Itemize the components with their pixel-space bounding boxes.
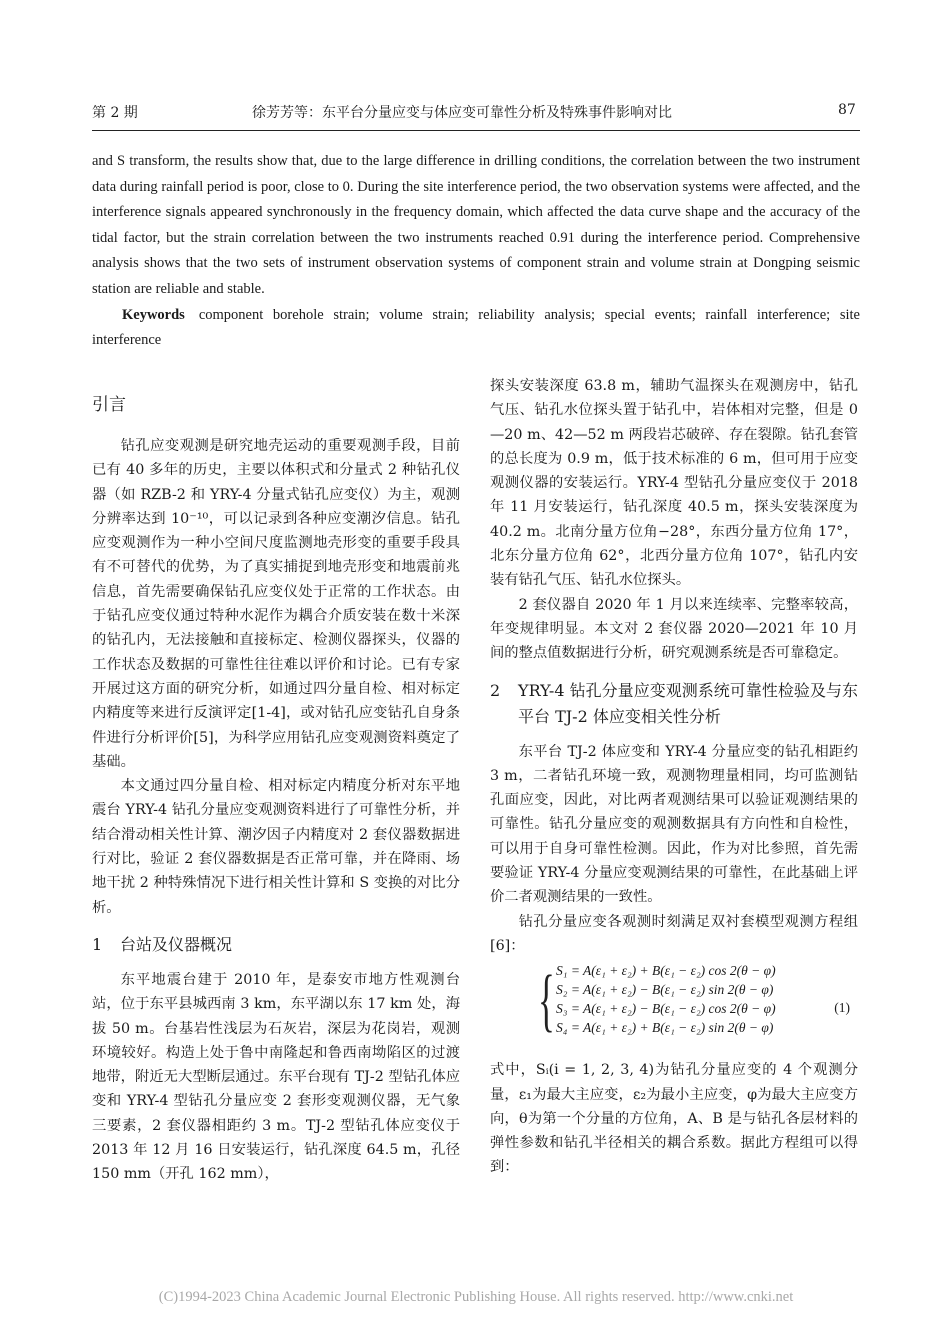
equation-number: (1) bbox=[834, 1000, 850, 1016]
section-2-paragraph-1: 东平台 TJ-2 体应变和 YRY-4 分量应变的钻孔相距约 3 m，二者钻孔环境一致，观测物理量相同，均可监测钻孔面应变，因此，对比两者观测结果可以验证观测结果的可靠性。钻孔分量应变的观测数据具有方向性和自检性，可以用于自身可靠性检测。因此，作为对比参照，首先需要验证 YRY-4 分量应变观测结果的可靠性，在此基础上评价二者观测结果的一致性。 bbox=[490, 743, 858, 906]
keywords-line bbox=[92, 303, 860, 354]
section-1-number: 1 bbox=[92, 934, 103, 954]
intro-paragraph-1: 钻孔应变观测是研究地壳运动的重要观测手段，目前已有 40 多年的历史，主要以体积式和分量式 2 种钻孔仪器（如 RZB-2 和 YRY-4 分量式钻孔应变仪）为主，观测分辨率达到 10⁻¹⁰，可以记录到各种应变潮汐信息。钻孔应变观测作为一种小空间尺度监测地壳形变的重要手段具有不可替代的优势，为了真实捕捉到地壳形变和地震前兆信息，首先需要确保钻孔应变仪处于正常的工作状态。由于钻孔应变仪通过特种水泥作为耦合介质安装在数十米深的钻孔内，无法接触和直接标定、检测仪器探头，仪器的工作状态及数据的可靠性往往难以评价和讨论。已有专家开展过这方面的研究分析，如通过四分量自检、相对标定内精度等来进行反演评定[1-4]，或对钻孔应变钻孔自身条件进行分析评价[5]，为科学应用钻孔应变观测资料奠定了基础。 bbox=[92, 438, 460, 770]
keywords-text: component borehole strain; volume strain; reliability analysis; special events; rainfall interference; site interference bbox=[92, 306, 860, 349]
section-1-title: 台站及仪器概况 bbox=[120, 934, 233, 954]
equation-brace: { bbox=[538, 962, 555, 1040]
copyright-footer: (C)1994-2023 China Academic Journal Electronic Publishing House. All rights reserved. http://www.cnki.net bbox=[158, 1289, 794, 1305]
section-2-number: 2 bbox=[490, 680, 501, 700]
section-2-title: YRY-4 钻孔分量应变观测系统可靠性检验及与东平台 TJ-2 体应变相关性分析 bbox=[518, 680, 858, 726]
section-2-heading bbox=[490, 678, 858, 730]
right-paragraph-1: 探头安装深度 63.8 m，辅助气温探头在观测房中，钻孔气压、钻孔水位探头置于钻孔中，岩体相对完整，但是 0—20 m、42—52 m 两段岩芯破碎、存在裂隙。钻孔套管的总长度为 0.9 m，低于技术标准的 6 m，但可用于应变观测仪器的安装运行。YRY-4 型钻孔分量应变仪于 2018 年 11 月安装运行，钻孔深度 40.5 m，探头安装深度为 40.2 m。北南分量方位角−28°，东西分量方位角 17°，北东分量方位角 62°，北西分量方位角 107°，钻孔内安装有钻孔气压、钻孔水位探头。 bbox=[490, 378, 858, 589]
equation-line: S₄ = A(ε₁ + ε₂) + B(ε₁ − ε₂) sin 2(θ − φ) bbox=[556, 1020, 774, 1036]
section-2-paragraph-3: 式中，Sᵢ(i = 1, 2, 3, 4)为钻孔分量应变的 4 个观测分量，ε₁为最大主应变，ε₂为最小主应变，φ为最大主应变方向，θ为第一个分量的方位角，A、B 是与钻孔各层材料的弹性参数和钻孔半径相关的耦合系数。据此方程组可以得到： bbox=[490, 1062, 858, 1176]
section-1-heading bbox=[92, 932, 460, 958]
header-title: 徐芳芳等：东平台分量应变与体应变可靠性分析及特殊事件影响对比 bbox=[252, 105, 672, 121]
equation-line: S₃ = A(ε₁ + ε₂) − B(ε₁ − ε₂) cos 2(θ − φ) bbox=[556, 1001, 776, 1017]
intro-heading: 引言 bbox=[92, 395, 126, 415]
abstract-block bbox=[92, 149, 860, 354]
section-1-paragraph: 东平地震台建于 2010 年，是泰安市地方性观测台站，位于东平县城西南 3 km，东平湖以东 17 km 处，海拔 50 m。台基岩性浅层为石灰岩，深层为花岗岩，观测环境较好。构造上处于鲁中南隆起和鲁西南坳陷区的过渡地带，附近无大型断层通过。东平台现有 TJ-2 型钻孔体应变和 YRY-4 型钻孔分量应变 2 套形变观测仪器，无气象三要素，2 套仪器相距约 3 m。TJ-2 型钻孔体应变仪于 2013 年 12 月 16 日安装运行，钻孔深度 64.5 m，孔径 150 mm（开孔 162 mm）， bbox=[92, 971, 460, 1183]
right-paragraph-2: 2 套仪器自 2020 年 1 月以来连续率、完整率较高，年变规律明显。本文对 2 套仪器 2020—2021 年 10 月间的整点值数据进行分析，研究观测系统是否可靠稳定。 bbox=[490, 596, 858, 662]
equation-line: S₁ = A(ε₁ + ε₂) + B(ε₁ − ε₂) cos 2(θ − φ) bbox=[556, 963, 776, 979]
right-column bbox=[490, 374, 858, 1180]
keywords-label: Keywords bbox=[122, 306, 185, 323]
header-issue: 第 2 期 bbox=[92, 105, 138, 121]
left-column bbox=[92, 392, 460, 1187]
abstract-text: and S transform, the results show that, due to the large difference in drilling conditions, the correlation between the two instrument data during rainfall period is poor, close to 0. During the site interference period, the two observation systems were affected, and the interference signals appeared synchronously in the frequency domain, which affected the data curve shape and the accuracy of the tidal factor, but the strain correlation between the two instruments reached 0.91 during the interference period. Comprehensive analysis shows that the two sets of instrument observation systems of component strain and volume strain at Dongping seismic station are reliable and stable. bbox=[92, 153, 860, 297]
equation-line: S₂ = A(ε₁ + ε₂) − B(ε₁ − ε₂) sin 2(θ − φ) bbox=[556, 982, 774, 998]
header-rule bbox=[92, 130, 860, 131]
intro-paragraph-2: 本文通过四分量自检、相对标定内精度分析对东平地震台 YRY-4 钻孔分量应变观测资料进行了可靠性分析，并结合滑动相关性计算、潮汐因子内精度对 2 套仪器数据进行对比，验证 2 套仪器数据是否正常可靠，并在降雨、场地干扰 2 种特殊情况下进行相关性计算和 S 变换的对比分析。 bbox=[92, 778, 460, 916]
equation-1 bbox=[490, 962, 858, 1052]
header-page-number: 87 bbox=[838, 102, 856, 118]
section-2-paragraph-2: 钻孔分量应变各观测时刻满足双衬套模型观测方程组[6]： bbox=[490, 913, 858, 954]
